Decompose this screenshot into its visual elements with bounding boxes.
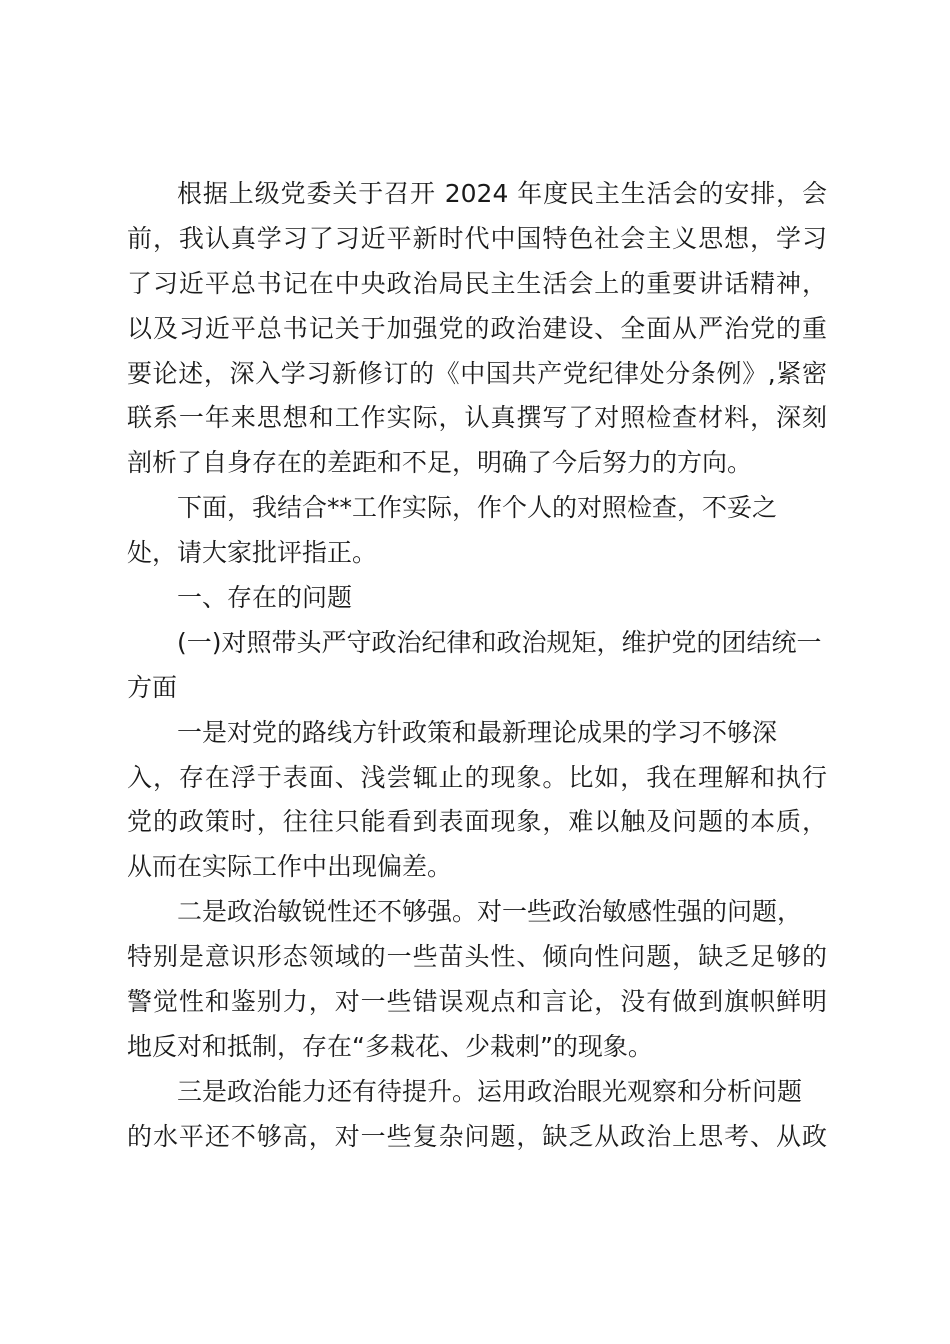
paragraph-line: 要论述，深入学习新修订的《中国共产党纪律处分条例》,紧密 [127, 358, 827, 388]
section-heading: 一、存在的问题 [177, 583, 353, 613]
paragraph-line: 处，请大家批评指正。 [127, 538, 378, 568]
subsection-heading: 方面 [127, 672, 178, 702]
subsection-heading: (一)对照带头严守政治纪律和政治规矩，维护党的团结统一 [177, 627, 822, 657]
paragraph-line: 警觉性和鉴别力，对一些错误观点和言论，没有做到旗帜鲜明 [127, 987, 827, 1017]
paragraph-line: 特别是意识形态领域的一些苗头性、倾向性问题，缺乏足够的 [127, 942, 827, 972]
paragraph-line: 党的政策时，往往只能看到表面现象，难以触及问题的本质， [127, 807, 827, 837]
paragraph-line: 入，存在浮于表面、浅尝辄止的现象。比如，我在理解和执行 [127, 762, 827, 792]
paragraph-line: 下面，我结合**工作实际，作个人的对照检查，不妥之 [177, 493, 778, 523]
paragraph-line: 以及习近平总书记关于加强党的政治建设、全面从严治党的重 [127, 313, 827, 343]
paragraph-line: 二是政治敏锐性还不够强。对一些政治敏感性强的问题， [177, 897, 803, 927]
paragraph-line: 一是对党的路线方针政策和最新理论成果的学习不够深 [177, 717, 778, 747]
paragraph-line: 了习近平总书记在中央政治局民主生活会上的重要讲话精神， [127, 268, 827, 298]
paragraph-line: 根据上级党委关于召开 2024 年度民主生活会的安排，会 [177, 179, 827, 208]
paragraph-line: 前，我认真学习了习近平新时代中国特色社会主义思想，学习 [127, 223, 827, 253]
paragraph-line: 地反对和抵制，存在“多栽花、少栽刺”的现象。 [127, 1031, 653, 1061]
paragraph-line: 三是政治能力还有待提升。运用政治眼光观察和分析问题 [177, 1076, 803, 1106]
paragraph-line: 联系一年来思想和工作实际，认真撰写了对照检查材料，深刻 [127, 403, 827, 433]
document-body [127, 172, 827, 1160]
paragraph-line: 的水平还不够高，对一些复杂问题，缺乏从政治上思考、从政 [127, 1121, 827, 1151]
paragraph-line: 剖析了自身存在的差距和不足，明确了今后努力的方向。 [127, 448, 753, 478]
paragraph-line: 从而在实际工作中出现偏差。 [127, 852, 453, 882]
